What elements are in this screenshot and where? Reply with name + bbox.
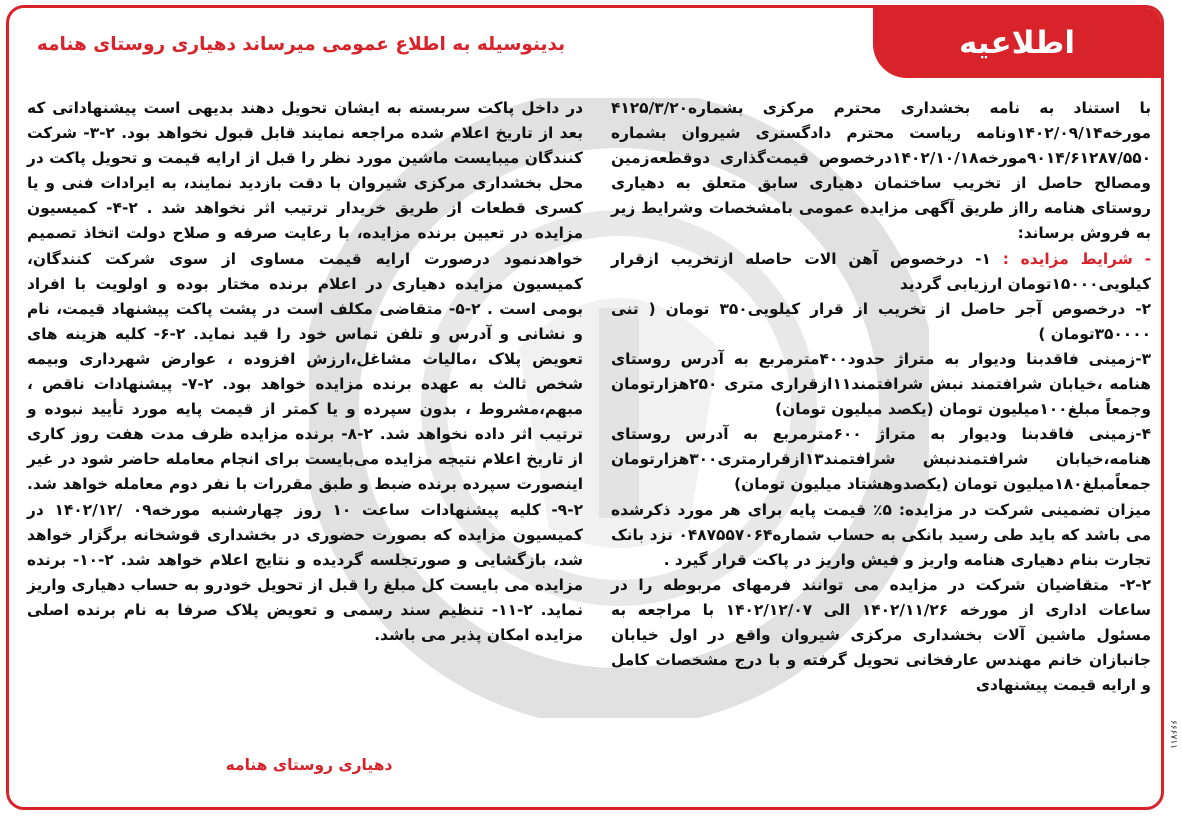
- condition-item-1: ۱- درخصوص آهن الات حاصله ازتخریب ازقرار کیلویی۱۵۰۰۰تومان ارزیابی گردید: [611, 249, 1151, 293]
- conditions-label: - شرایط مزایده :: [1002, 249, 1152, 268]
- side-code: ۶۶۶۷۱۱: [1168, 720, 1178, 750]
- condition-item-2: ۲- درخصوص آجر حاصل از تخریب از قرار کیلویی۳۵۰ تومان ( تنی ۳۵۰۰۰۰تومان ): [611, 299, 1151, 343]
- condition-item-4: ۴-زمینی فاقدبنا ودیوار به متراژ ۶۰۰مترمربع به آدرس روستای هنامه،خیابان شرافتمندنبش شرافتمند۱۳ازقرارمتری۳۰۰هزارتومان جمعاًمبلغ۱۸۰میلیون تومان (یکصدوهشتاد میلیون تومان): [611, 425, 1152, 494]
- conditions-paragraph: [611, 247, 1151, 297]
- headline: بدینوسیله به اطلاع عمومی میرساند دهیاری روستای هنامه: [36, 34, 566, 55]
- guarantee-paragraph: میزان تضمینی شرکت در مزایده: ۵٪ قیمت پایه برای هر مورد ذکرشده می باشد که باید طی رسید بانکی به حساب شماره۰۴۸۷۵۵۷۰۶۴ نزد بانک تجارت بنام دهیاری هنامه واریز و فیش واریز در پاکت قرار گیرد .: [611, 500, 1151, 569]
- announcement-badge: [873, 8, 1161, 78]
- intro-paragraph: با استناد به نامه بخشداری محترم مرکزی بشماره۴۱۲۵/۳/۲۰ مورخه۱۴۰۲/۰۹/۱۴ونامه ریاست محترم دادگستری شیروان بشماره ۹۰۱۴/۶۱۲۸۷/۵۵۰مورخه۱۴۰۲/۱۰/۱۸درخصوص قیمت‌گذاری دوقطعه‌زمین ومصالح حاصل از تخریب ساختمان دهیاری سابق متعلق به دهیاری روستای هنامه رااز طریق آگهی مزایده عمومی بامشخصات وشرایط زیر به فروش برساند:: [611, 99, 1151, 243]
- signature: دهیاری روستای هنامه: [225, 756, 393, 774]
- badge-title: اطلاعیه: [959, 25, 1075, 61]
- clause-2-2: ۲-۲- متقاضیان شرکت در مزایده می توانند فرمهای مربوطه را در ساعات اداری از مورخه ۱۴۰۲/۱۱/۲۶ الی ۱۴۰۲/۱۲/۰۷ با مراجعه به مسئول ماشین آلات بخشداری مرکزی شیروان واقع در اول خیابان جانبازان خانم مهندس عارفخانی تحویل گرفته و با درج مشخصات کامل و ارایه قیمت پیشنهادی: [611, 575, 1151, 695]
- right-column: [611, 96, 1151, 698]
- announcement-frame: [6, 5, 1164, 810]
- left-body-paragraph: در داخل پاکت سربسته به ایشان تحویل دهند بدیهی است پیشنهاداتی که بعد از تاریخ اعلام شده مراجعه نمایند قابل قبول نخواهد بود. ۲-۳- شرکت کنندگان میبایست ماشین مورد نظر را قبل از ارایه قیمت و تحویل پاکت در محل بخشداری مرکزی شیروان با دقت بازدید نمایند، به ایرادات فنی و یا کسری قطعات از طریق خریدار ترتیب اثر نخواهد شد . ۲-۴- کمیسیون مزایده در تعیین برنده مزایده، با رعایت صرفه و صلاح دولت اتخاذ تصمیم خواهدنمود درصورت ارایه قیمت مساوی از سوی شرکت کنندگان، کمیسیون مزایده دهیاری در اعلام برنده مختار بوده و اولویت با افراد بومی است . ۲-۵- متقاضی مکلف است در پشت پاکت پیشنهاد قیمت، نام و نشانی و آدرس و تلفن تماس خود را قید نماید. ۲-۶- کلیه هزینه های تعویض پلاک ،مالیات مشاغل،ارزش افزوده ، عوارض شهرداری وبیمه شخص ثالث به عهده برنده مزایده خواهد بود. ۲-۷- پیشنهادات ناقص ، مبهم،مشروط ، بدون سپرده و یا کمتر از قیمت پایه مورد تأیید نبوده و ترتیب اثر داده نخواهد شد. ۲-۸- برنده مزایده ظرف مدت هفت روز کاری از تاریخ اعلام نتیجه مزایده می‌بایست برای انجام معامله حاضر شود در غیر اینصورت سپرده برنده ضبط و طبق مقررات با نفر دوم معامله خواهد شد. ۲-۹- کلیه پیشنهادات ساعت ۱۰ روز چهارشنبه مورخه۰۹ /۱۴۰۲/۱۲ در کمیسیون مزایده که بصورت حضوری در بخشداری قوشخانه برگزار خواهد شد، بازگشایی و صورتجلسه گردیده و نتایج اعلام خواهد شد. ۲-۱۰- برنده مزایده می بایست کل مبلغ را قبل از تحویل خودرو به حساب دهیاری واریز نماید. ۲-۱۱- تنظیم سند رسمی و تعویض پلاک صرفا به نام برنده اصلی مزایده امکان پذیر می باشد.: [27, 99, 584, 644]
- left-column: [27, 96, 583, 648]
- condition-item-3: ۳-زمینی فاقدبنا ودیوار به متراژ حدود۴۰۰مترمربع به آدرس روستای هنامه ،خیابان شرافتمند نبش شرافتمند۱۱ازقراری متری ۲۵۰هزارتومان وجمعاً مبلغ۱۰۰میلیون تومان (یکصد میلیون تومان): [611, 349, 1151, 419]
